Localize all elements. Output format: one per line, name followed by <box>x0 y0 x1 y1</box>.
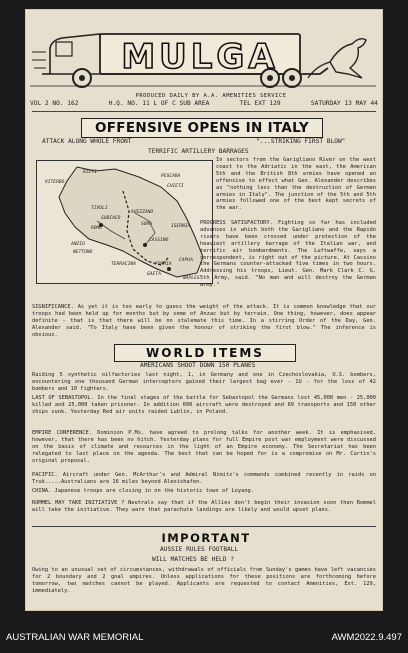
map-label-capua: CAPUA <box>179 258 193 263</box>
lead-significance-paragraph: SIGNIFICANCE. As yet it is too early to guess the weight of the attack. It is common knowledge that our troops had been held up for months but by some of Anzac but by terrain. One thing, however, does appear definite - that is that there will be no stalemate this time. In a stirring Order of the Day, Gen. Alexander said. "To Italy have been given the honour of striking the first blow." The inference is obvious. <box>32 304 376 338</box>
map-label-isernia: ISERNIA <box>171 224 191 229</box>
world-item-empire-conference: EMPIRE CONFERENCE. Dominion P.Ms. have agreed to prolong talks for another week. It is emphasised, however, that there has been no hitch. Yesterday plans for full Empire post war employment were discussed on the basis of climate and resources in the light of an Empire economy. The Secretariat has been relegated to last place on the agenda. The best that can be hoped for is a compromise on Mr. Curtin's original proposal. <box>32 430 376 464</box>
important-headline: IMPORTANT <box>161 531 251 545</box>
world-item-sebastopol: LAST OF SEBASTOPOL. In the final stages of the battle for Sebastopol the Germans lost 45,000 men - 25,000 killed and 25,000 taken prisoner. In addition 600 aircraft were destroyed and 69 transports and 150 other ships sunk. Yesterday Red air units raided Lublin, in Poland. <box>32 395 376 415</box>
lead-headline: OFFENSIVE OPENS IN ITALY <box>81 118 323 138</box>
important-body: Owing to an unusual set of circumstances, withdrawals of officials from Sunday's games have left vacancies for 2 boundary and 2 goal umpires. Unless applications for these positions are forthcoming before tomorrow, two matches cannot be played. Applicants are requested to contact Amenities, Ext. 129, immediately. <box>32 567 376 594</box>
map-label-nettuno: NETTUNO <box>73 250 93 255</box>
masthead-truck-illustration <box>30 16 378 102</box>
divider <box>32 111 376 112</box>
produced-by-line: PRODUCED DAILY BY A.A. AMENITIES SERVICE <box>135 93 287 99</box>
headquarters-line: H.Q. NO. 11 L OF C SUB AREA <box>108 100 210 107</box>
map-label-naples: NAPLES <box>183 276 200 281</box>
map-label-avezzano: AVEZZANO <box>131 210 154 215</box>
world-items-subhead: AMERICANS SHOOT DOWN 150 PLANES <box>140 362 256 369</box>
archive-footer <box>0 624 408 653</box>
lead-column-right: In sectors from the Garigliano River on the west coast to the Adriatic in the east, the American 5th and the British 8th armies have opened an offensive to effect what Gen. Alexander describes as "nothing less than the destruction of German armies in Italy". The junction of the 5th and 5th armies followed one of the best kept secrets of the war. <box>216 157 376 212</box>
lead-subhead-center: TERRIFIC ARTILLERY BARRAGES <box>148 148 249 155</box>
lead-subhead-left: ATTACK ALONG WHOLE FRONT <box>42 138 132 145</box>
map-label-anzio: ANZIO <box>71 242 85 247</box>
archive-name: AUSTRALIAN WAR MEMORIAL <box>6 632 144 643</box>
world-item-pacific: PACIFIC. Aircraft under Gen. McArthur's and Admiral Nimitz's commands combined recently in raids on Truk.....Australians are 16 miles beyond Alexishafen. <box>32 472 376 485</box>
world-item-bombers: Raiding 5 synthetic oilfactories last night, 1, in Germany and one in Czechoslovakia, U.S. bombers, encountering one thousand German interceptors gained their largest bag ever - 1U - for the loss of 42 bombers and 10 fighters. <box>32 372 376 392</box>
italy-front-map <box>36 160 213 284</box>
map-label-rieti: RIETI <box>83 170 97 175</box>
lead-progress-paragraph: PROGRESS SATISFACTORY. Fighting so far has included advances in which both the Garigliano and the Rapido rivers have been crossed under protection of the heaviest artillery barrage of the Italian war, and terrific air bombardments. The Luftwaffe, says a correspondent, is right out of the picture. At Cassino the Germans counter-attacked five times in two hours. Addressing his troops, Lieut. Gen. Mark Clark C. G. 5th Army, said. "No man and will destroy the German army." <box>200 220 376 289</box>
newspaper-page <box>26 10 382 610</box>
map-label-cassino: CASSINO <box>149 238 169 243</box>
world-item-china: CHINA. Japanese troops are closing in on the historic town of Loyang. <box>32 488 254 494</box>
map-label-tivoli: TIVOLI <box>91 206 108 211</box>
important-subhead-matches: WILL MATCHES BE HELD ? <box>152 556 234 563</box>
map-label-viterbo: VITERBO <box>45 180 65 185</box>
issue-date: SATURDAY 13 MAY 44 <box>310 100 378 107</box>
volume-number: VOL 2 NO. 162 <box>30 100 79 107</box>
archive-accession-number: AWM2022.9.497 <box>331 632 402 643</box>
map-label-rome: ROME <box>91 226 103 231</box>
map-label-terracina: TERRACINA <box>111 262 136 267</box>
map-label-sora: SORA <box>141 222 153 227</box>
issue-info-bar <box>30 100 378 110</box>
world-item-rommel: ROMMEL MAY TAKE INITIATIVE ? Neutrals say that if the Allies don't begin their invasion soon then Rommel will take the initiative. They warn that parachute landings are likely and would upset plans. <box>32 500 376 513</box>
lead-subhead-right: "...STRIKING FIRST BLOW" <box>256 138 346 145</box>
important-subhead-football: AUSSIE RULES FOOTBALL <box>160 546 239 553</box>
map-label-pescara: PESCARA <box>161 174 181 179</box>
telephone-extension: TEL EXT 129 <box>239 100 281 107</box>
map-label-gaeta: GAETA <box>147 272 161 277</box>
divider <box>32 526 376 527</box>
masthead <box>30 16 378 102</box>
world-items-headline: WORLD ITEMS <box>114 344 296 362</box>
map-label-chieti: CHIETI <box>167 184 184 189</box>
map-label-formia: FORMIA <box>155 262 172 267</box>
map-label-subiaco: SUBIACO <box>101 216 121 221</box>
masthead-title: MULGA <box>121 37 279 77</box>
